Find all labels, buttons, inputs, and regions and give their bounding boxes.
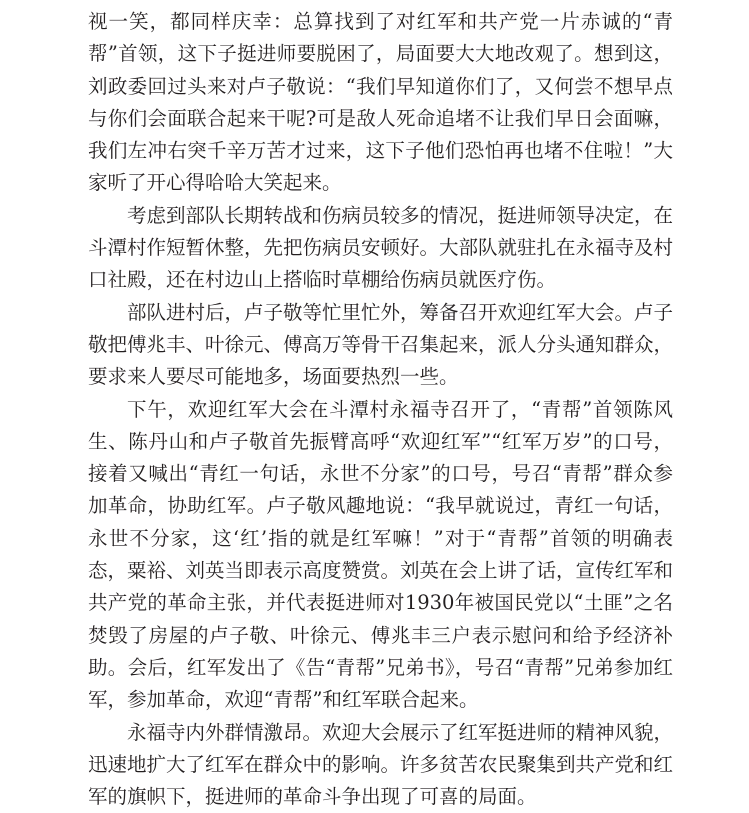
paragraph-4: 下午，欢迎红军大会在斗潭村永福寺召开了，“青帮”首领陈风生、陈丹山和卢子敬首先振臂高呼“欢迎红军”“红军万岁”的口号，接着又喊出“青红一句话，永世不分家”的口号，号召“青帮”群众参加革命，协助红军。卢子敬风趣地说：“我早就说过，青红一句话，永世不分家，这‘红’指的就是红军嘛！”对于“青帮”首领的明确表态，粟裕、刘英当即表示高度赞赏。刘英在会上讲了话，宣传红军和共产党的革命主张，并代表挺进师对1930年被国民党以“土匪”之名焚毁了房屋的卢子敬、叶徐元、傅兆丰三户表示慰问和给予经济补助。会后，红军发出了《告“青帮”兄弟书》，号召“青帮”兄弟参加红军，参加革命，欢迎“青帮”和红军联合起来。 <box>88 397 674 712</box>
paragraph-3: 部队进村后，卢子敬等忙里忙外，筹备召开欢迎红军大会。卢子敬把傅兆丰、叶徐元、傅高万等骨干召集起来，派人分头通知群众，要求来人要尽可能地多，场面要热烈一些。 <box>88 300 674 389</box>
paragraph-1: 视一笑，都同样庆幸：总算找到了对红军和共产党一片赤诚的“青帮”首领，这下子挺进师要脱困了，局面要大大地改观了。想到这，刘政委回过头来对卢子敬说：“我们早知道你们了，又何尝不想早点与你们会面联合起来干呢?可是敌人死命追堵不让我们早日会面嘛，我们左冲右突千辛万苦才过来，这下子他们恐怕再也堵不住啦！”大家听了开心得哈哈大笑起来。 <box>88 10 673 195</box>
paragraph-2: 考虑到部队长期转战和伤病员较多的情况，挺进师领导决定，在斗潭村作短暂休整，先把伤病员安顿好。大部队就驻扎在永福寺及村口社殿，还在村边山上搭临时草棚给伤病员就医疗伤。 <box>88 203 674 292</box>
document-page <box>88 6 673 813</box>
paragraph-5: 永福寺内外群情激昂。欢迎大会展示了红军挺进师的精神风貌，迅速地扩大了红军在群众中的影响。许多贫苦农民聚集到共产党和红军的旗帜下，挺进师的革命斗争出现了可喜的局面。 <box>88 720 674 809</box>
